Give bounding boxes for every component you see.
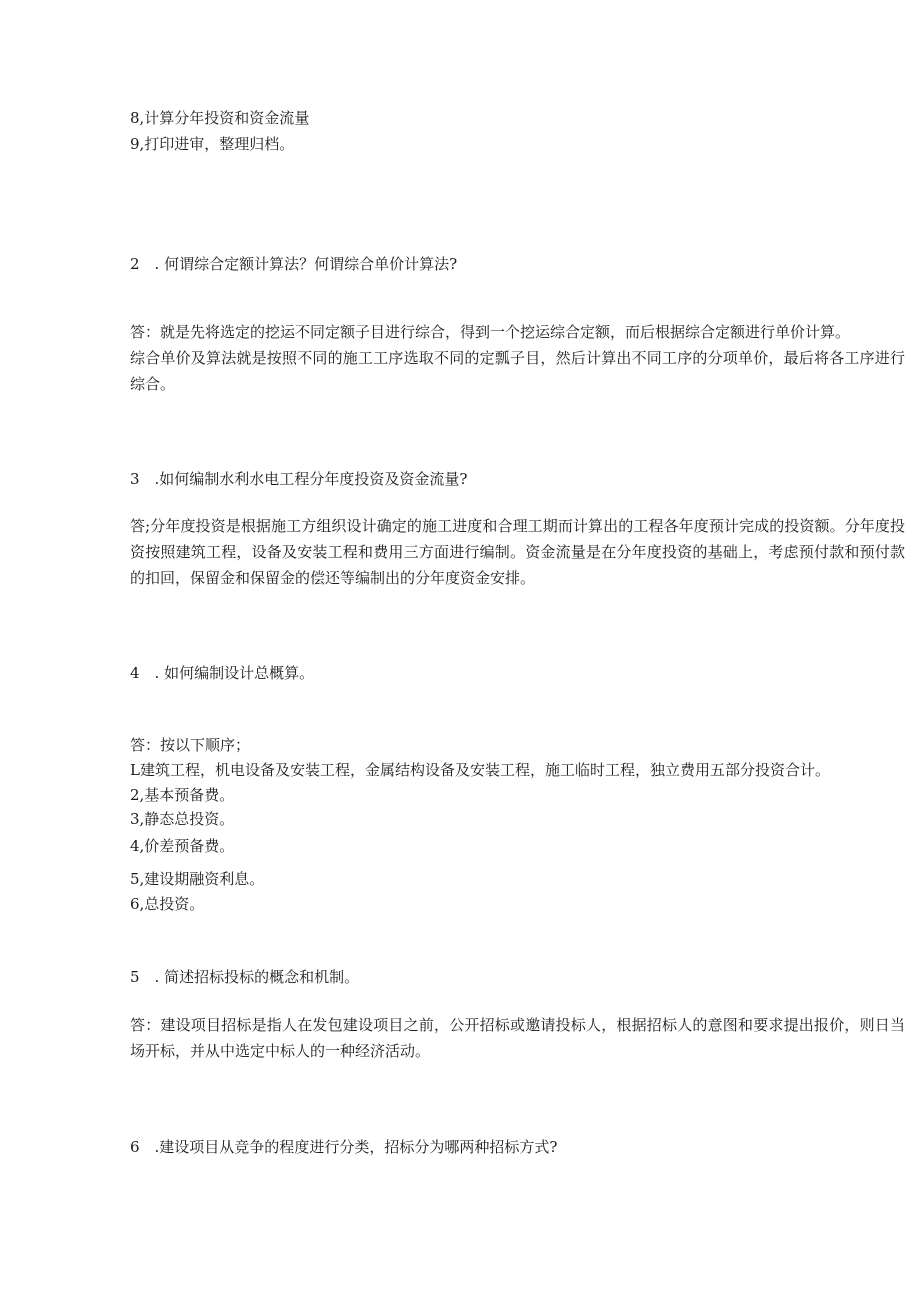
question-heading: 2 . 何谓综合定额计算法？何谓综合单价计算法?: [130, 255, 458, 273]
list-item: L建筑工程，机电设备及安装工程，金属结构设备及安装工程，施工临时工程，独立费用五部分投资合计。: [130, 761, 830, 779]
list-item: 8,计算分年投资和资金流量: [130, 109, 310, 127]
question-heading: 4 . 如何编制设计总概算。: [130, 664, 315, 682]
answer-text: 答;分年度投资是根据施工方组织设计确定的施工进度和合理工期而计算出的工程各年度预计完成的投资额。分年度投资按照建筑工程，设备及安装工程和费用三方面进行编制。资金流量是在分年度投资的基础上，考虑预付款和预付款的扣回，保留金和保留金的偿还等编制出的分年度资金安排。: [130, 517, 905, 587]
question-heading: 5 . 简述招标投标的概念和机制。: [130, 968, 360, 986]
list-item: 6,总投资。: [130, 895, 205, 913]
answer-text: 答：按以下顺序；: [130, 736, 251, 754]
question-heading: 6 .建设项目从竞争的程度进行分类，招标分为哪两种招标方式?: [130, 1138, 558, 1156]
answer-text: 答：就是先将选定的挖运不同定额子目进行综合，得到一个挖运综合定额，而后根据综合定额进行单价计算。: [130, 323, 851, 341]
list-item: 3,静态总投资。: [130, 810, 235, 828]
answer-text: 答：建设项目招标是指人在发包建设项目之前，公开招标或邀请投标人，根据招标人的意图和要求提出报价，则日当场开标，并从中选定中标人的一种经济活动。: [130, 1016, 905, 1060]
list-item: 9,打印进审，整理归档。: [130, 135, 295, 153]
list-item: 4,价差预备费。: [130, 837, 235, 855]
list-item: 5,建设期融资利息。: [130, 870, 265, 888]
list-item: 2,基本预备费。: [130, 786, 235, 804]
answer-text: 综合单价及算法就是按照不同的施工工序选取不同的定瓢子目，然后计算出不同工序的分项单价，最后将各工序进行综合。: [130, 349, 905, 393]
question-heading: 3 .如何编制水利水电工程分年度投资及资金流量?: [130, 470, 468, 488]
